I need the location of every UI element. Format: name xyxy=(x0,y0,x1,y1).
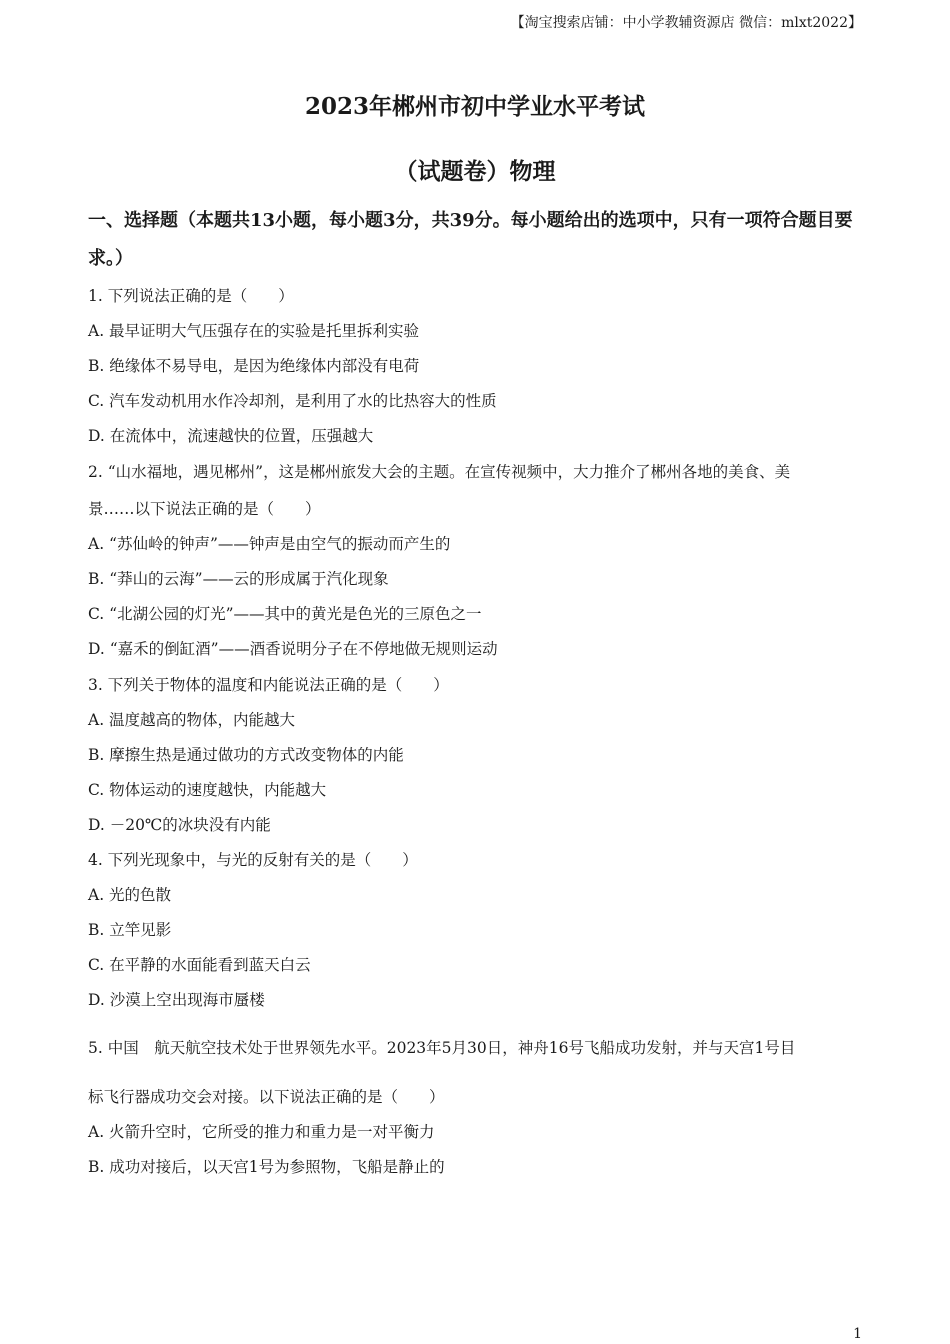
option-1a: A. 最早证明大气压强存在的实验是托里拆利实验 xyxy=(88,322,420,340)
option-2b: B. “莽山的云海”——云的形成属于汽化现象 xyxy=(88,570,389,588)
exam-title: 2023年郴州市初中学业水平考试 xyxy=(304,93,645,120)
option-1d: D. 在流体中，流速越快的位置，压强越大 xyxy=(88,427,374,445)
question-2-line-2: 景……以下说法正确的是（ ） xyxy=(88,500,321,518)
option-1c: C. 汽车发动机用水作冷却剂，是利用了水的比热容大的性质 xyxy=(88,392,497,410)
option-2d: D. “嘉禾的倒缸酒”——酒香说明分子在不停地做无规则运动 xyxy=(88,640,498,658)
option-2c: C. “北湖公园的灯光”——其中的黄光是色光的三原色之一 xyxy=(88,605,482,623)
option-1b: B. 绝缘体不易导电，是因为绝缘体内部没有电荷 xyxy=(88,357,420,375)
question-1: 1. 下列说法正确的是（ ） xyxy=(88,287,294,305)
question-3: 3. 下列关于物体的温度和内能说法正确的是（ ） xyxy=(88,676,449,694)
option-3d: D. －20℃的冰块没有内能 xyxy=(88,816,271,834)
option-4c: C. 在平静的水面能看到蓝天白云 xyxy=(88,956,311,974)
option-5b: B. 成功对接后，以天宫1号为参照物，飞船是静止的 xyxy=(88,1158,445,1176)
header-note: 【淘宝搜索店铺：中小学教辅资源店 微信：mlxt2022】 xyxy=(510,15,862,31)
option-3a: A. 温度越高的物体，内能越大 xyxy=(88,711,296,729)
option-3c: C. 物体运动的速度越快，内能越大 xyxy=(88,781,327,799)
question-2-line-1: 2. “山水福地，遇见郴州”，这是郴州旅发大会的主题。在宣传视频中，大力推介了郴州各地的美食、美 xyxy=(88,463,791,481)
question-5-line-1: 5. 中国 航天航空技术处于世界领先水平。2023年5月30日，神舟16号飞船成功发射，并与天宫1号目 xyxy=(88,1039,796,1057)
section-heading: 一、选择题（本题共13小题，每小题3分，共39分。每小题给出的选项中，只有一项符合题目要求。） xyxy=(88,210,853,269)
option-2a: A. “苏仙岭的钟声”——钟声是由空气的振动而产生的 xyxy=(88,535,451,553)
page-number: 1 xyxy=(853,1326,862,1342)
option-4b: B. 立竿见影 xyxy=(88,921,172,939)
question-4: 4. 下列光现象中，与光的反射有关的是（ ） xyxy=(88,851,418,869)
question-5-line-2: 标飞行器成功交会对接。以下说法正确的是（ ） xyxy=(88,1088,445,1106)
option-4a: A. 光的色散 xyxy=(88,886,172,904)
option-5a: A. 火箭升空时，它所受的推力和重力是一对平衡力 xyxy=(88,1123,435,1141)
option-4d: D. 沙漠上空出现海市蜃楼 xyxy=(88,991,265,1009)
option-3b: B. 摩擦生热是通过做功的方式改变物体的内能 xyxy=(88,746,404,764)
exam-subtitle: （试题卷）物理 xyxy=(394,158,556,185)
